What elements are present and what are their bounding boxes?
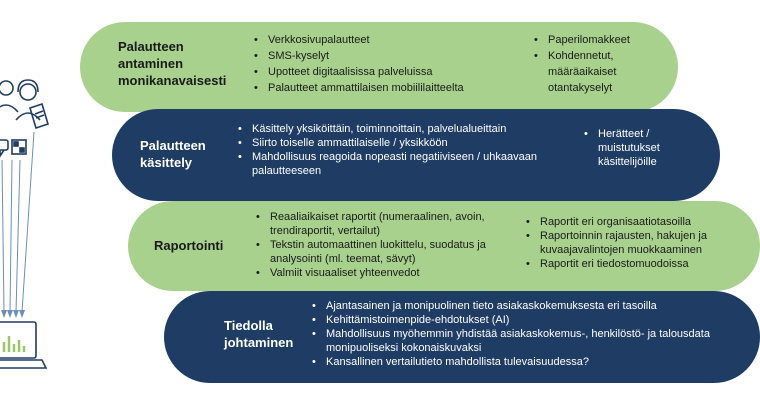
document-icon bbox=[30, 104, 48, 128]
list-item: • Mahdollisuus reagoida nopeasti negatiiviseen / uhkaavaan palautteeseen bbox=[236, 150, 566, 178]
row-feedback-handling bbox=[112, 109, 720, 201]
channel-icons-graphic bbox=[0, 0, 60, 400]
row-title: Tiedolla johtaminen bbox=[224, 318, 294, 350]
chat-icon bbox=[0, 140, 8, 156]
left-list bbox=[310, 299, 730, 369]
list-item: • Reaaliaikaiset raportit (numeraalinen, avoin, trendiraportit, vertailut) bbox=[254, 210, 516, 238]
qr-code-icon bbox=[12, 140, 26, 154]
row-title: Palautteen käsittely bbox=[140, 138, 206, 170]
list-item: • Ajantasainen ja monipuolinen tieto asiakaskokemuksesta eri tasoilla bbox=[310, 299, 730, 313]
right-list bbox=[532, 32, 642, 96]
list-item: • Palautteet ammattilaisen mobiililaitteelta bbox=[252, 80, 542, 96]
list-item: • Raportit eri tiedostomuodoissa bbox=[524, 257, 740, 271]
laptop-chart-icon bbox=[0, 322, 46, 368]
left-list bbox=[254, 210, 516, 280]
list-item: • Upotteet digitaalisissa palveluissa bbox=[252, 64, 542, 80]
list-item: • SMS-kyselyt bbox=[252, 48, 542, 64]
right-list bbox=[582, 127, 692, 169]
left-list bbox=[236, 122, 566, 178]
list-item: • Tekstin automaattinen luokittelu, suodatus ja analysointi (ml. teemat, sävyt) bbox=[254, 238, 516, 266]
row-feedback-channels bbox=[80, 22, 678, 112]
list-item: • Siirto toiselle ammattilaiselle / yksikköön bbox=[236, 136, 566, 150]
list-item: • Raportoinnin rajausten, hakujen ja kuvaajavalintojen muokkaaminen bbox=[524, 229, 740, 257]
list-item: • Käsittely yksiköittäin, toiminnoittain, palvelualueittain bbox=[236, 122, 566, 136]
list-item: • Kohdennetut, määräaikaiset otantakyselyt bbox=[532, 48, 642, 96]
row-reporting bbox=[128, 201, 760, 291]
list-item: • Mahdollisuus myöhemmin yhdistää asiakaskokemus-, henkilöstö- ja talousdata monipuoliseksi kokonaiskuvaksi bbox=[310, 327, 730, 355]
list-item: • Paperilomakkeet bbox=[532, 32, 642, 48]
list-item: • Kansallinen vertailutieto mahdollista tulevaisuudessa? bbox=[310, 355, 730, 369]
list-item: • Valmiit visuaaliset yhteenvedot bbox=[254, 266, 516, 280]
list-item: • Herätteet / muistutukset käsittelijöille bbox=[582, 127, 692, 169]
list-item: • Raportit eri organisaatiotasoilla bbox=[524, 215, 740, 229]
list-item: • Kehittämistoimenpide-ehdotukset (AI) bbox=[310, 313, 730, 327]
row-title: Palautteen antaminen monikanavaisesti bbox=[118, 39, 227, 88]
list-item: • Verkkosivupalautteet bbox=[252, 32, 542, 48]
row-knowledge-management bbox=[164, 291, 760, 383]
row-title: Raportointi bbox=[154, 238, 224, 253]
person-icon bbox=[0, 81, 18, 112]
right-list bbox=[524, 215, 740, 271]
left-list bbox=[252, 32, 542, 96]
